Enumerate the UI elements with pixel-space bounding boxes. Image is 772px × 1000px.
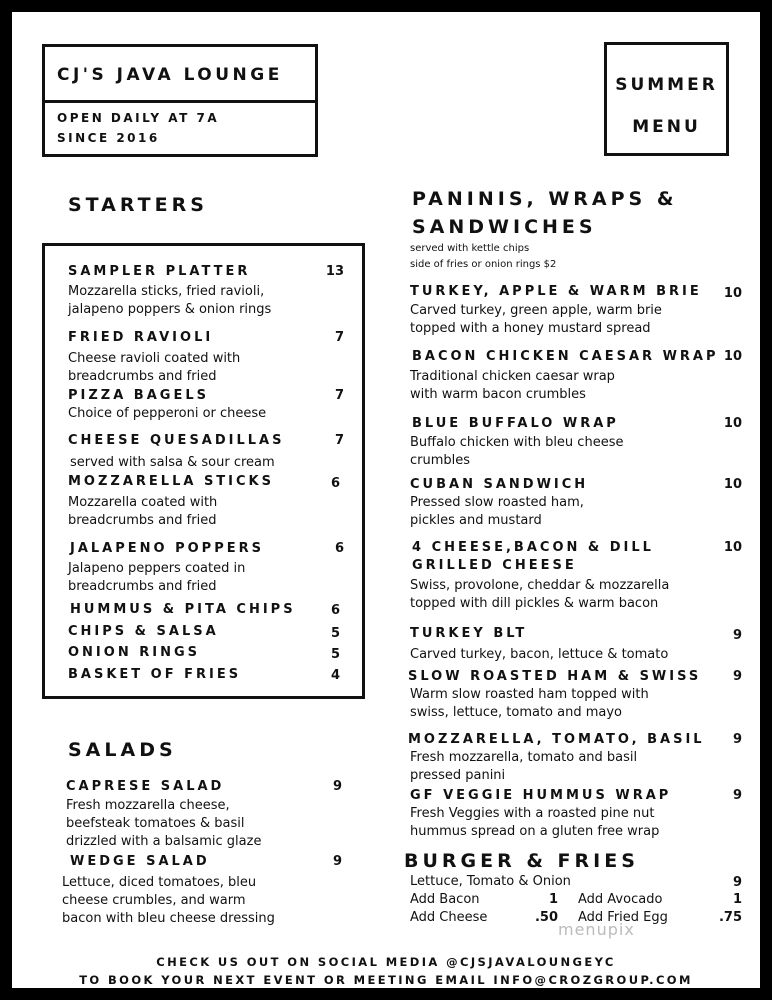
starter-desc: served with salsa & sour cream xyxy=(70,455,275,470)
starter-desc: jalapeno poppers & onion rings xyxy=(68,302,272,317)
paninis-note: served with kettle chips xyxy=(410,243,530,254)
panini-price: 9 xyxy=(732,732,742,747)
salad-price: 9 xyxy=(332,854,342,869)
panini-desc: crumbles xyxy=(410,453,471,468)
restaurant-title: CJ'S JAVA LOUNGE xyxy=(57,65,283,85)
starter-price: 13 xyxy=(325,264,344,279)
panini-name: BACON CHICKEN CAESAR WRAP xyxy=(412,349,719,364)
starter-desc: Mozzarella coated with xyxy=(68,495,218,510)
addon-label: Add Fried Egg xyxy=(578,910,668,925)
panini-name: MOZZARELLA, TOMATO, BASIL xyxy=(408,732,705,747)
burger-heading: BURGER & FRIES xyxy=(404,850,639,872)
panini-price: 10 xyxy=(723,540,742,555)
footer-booking: TO BOOK YOUR NEXT EVENT OR MEETING EMAIL INFO@CROZGROUP.COM xyxy=(79,973,693,987)
starter-price: 7 xyxy=(334,388,344,403)
salad-price: 9 xyxy=(332,779,342,794)
panini-desc: hummus spread on a gluten free wrap xyxy=(410,824,660,839)
starter-name: SAMPLER PLATTER xyxy=(68,264,251,279)
starter-price: 7 xyxy=(334,330,344,345)
footer-social: CHECK US OUT ON SOCIAL MEDIA @CJSJAVALOUNGEYC xyxy=(156,955,616,969)
panini-desc: Fresh Veggies with a roasted pine nut xyxy=(410,806,655,821)
panini-desc: Carved turkey, bacon, lettuce & tomato xyxy=(410,647,669,662)
panini-name: TURKEY BLT xyxy=(410,626,528,641)
starter-price: 4 xyxy=(330,668,340,683)
panini-price: 10 xyxy=(723,286,742,301)
starter-price: 5 xyxy=(330,647,340,662)
paninis-heading-line2: SANDWICHES xyxy=(412,216,597,238)
panini-name: CUBAN SANDWICH xyxy=(410,477,589,492)
panini-desc: Warm slow roasted ham topped with xyxy=(410,687,649,702)
summer-menu-badge xyxy=(604,42,729,156)
panini-desc: Swiss, provolone, cheddar & mozzarella xyxy=(410,578,670,593)
salad-desc: Lettuce, diced tomatoes, bleu xyxy=(62,875,257,890)
starter-price: 5 xyxy=(330,626,340,641)
salad-desc: cheese crumbles, and warm xyxy=(62,893,246,908)
panini-name: GF VEGGIE HUMMUS WRAP xyxy=(410,788,672,803)
salads-heading: SALADS xyxy=(68,739,177,761)
header-box xyxy=(42,44,318,157)
salad-desc: bacon with bleu cheese dressing xyxy=(62,911,275,926)
paninis-heading-line1: PANINIS, WRAPS & xyxy=(412,188,678,210)
starter-name: CHEESE QUESADILLAS xyxy=(68,433,285,448)
panini-price: 9 xyxy=(732,788,742,803)
starter-price: 6 xyxy=(330,603,340,618)
panini-price: 9 xyxy=(732,669,742,684)
starter-name: CHIPS & SALSA xyxy=(68,624,219,639)
salad-name: WEDGE SALAD xyxy=(70,854,210,869)
burger-price: 9 xyxy=(732,875,742,890)
panini-name: 4 CHEESE,BACON & DILL xyxy=(412,540,654,555)
panini-desc: Buffalo chicken with bleu cheese xyxy=(410,435,624,450)
hours-text: OPEN DAILY AT 7A xyxy=(57,111,220,125)
panini-desc: Traditional chicken caesar wrap xyxy=(410,369,615,384)
addon-label: Add Cheese xyxy=(410,910,488,925)
badge-summer: SUMMER xyxy=(615,75,718,95)
starter-name: FRIED RAVIOLI xyxy=(68,330,214,345)
starter-name: MOZZARELLA STICKS xyxy=(68,474,274,489)
salad-desc: beefsteak tomatoes & basil xyxy=(66,816,245,831)
starter-name: JALAPENO POPPERS xyxy=(70,541,264,556)
badge-menu: MENU xyxy=(632,117,701,137)
starter-price: 6 xyxy=(330,476,340,491)
panini-desc: Fresh mozzarella, tomato and basil xyxy=(410,750,638,765)
since-text: SINCE 2016 xyxy=(57,131,160,145)
starter-price: 7 xyxy=(334,433,344,448)
panini-desc: swiss, lettuce, tomato and mayo xyxy=(410,705,623,720)
watermark: menupix xyxy=(558,920,635,939)
panini-desc: Carved turkey, green apple, warm brie xyxy=(410,303,662,318)
addon-price: 1 xyxy=(732,892,742,907)
panini-desc: topped with dill pickles & warm bacon xyxy=(410,596,659,611)
panini-desc: pickles and mustard xyxy=(410,513,542,528)
salad-name: CAPRESE SALAD xyxy=(66,779,225,794)
burger-desc: Lettuce, Tomato & Onion xyxy=(410,874,571,889)
starter-name: ONION RINGS xyxy=(68,645,200,660)
addon-label: Add Avocado xyxy=(578,892,663,907)
starter-desc: breadcrumbs and fried xyxy=(68,579,217,594)
salad-desc: Fresh mozzarella cheese, xyxy=(66,798,230,813)
panini-name: BLUE BUFFALO WRAP xyxy=(412,416,619,431)
panini-desc: Pressed slow roasted ham, xyxy=(410,495,584,510)
addon-price: 1 xyxy=(548,892,558,907)
panini-desc: topped with a honey mustard spread xyxy=(410,321,651,336)
paninis-note: side of fries or onion rings $2 xyxy=(410,259,557,270)
starter-name: PIZZA BAGELS xyxy=(68,388,209,403)
panini-price: 10 xyxy=(723,349,742,364)
panini-price: 9 xyxy=(732,628,742,643)
starter-desc: Jalapeno peppers coated in xyxy=(68,561,246,576)
starter-desc: breadcrumbs and fried xyxy=(68,369,217,384)
panini-name-line2: GRILLED CHEESE xyxy=(412,558,577,573)
starter-desc: breadcrumbs and fried xyxy=(68,513,217,528)
starters-heading: STARTERS xyxy=(68,194,208,216)
menu-page xyxy=(12,12,760,988)
salad-desc: drizzled with a balsamic glaze xyxy=(66,834,262,849)
panini-name: SLOW ROASTED HAM & SWISS xyxy=(408,669,702,684)
panini-price: 10 xyxy=(723,477,742,492)
starter-name: BASKET OF FRIES xyxy=(68,667,242,682)
starter-price: 6 xyxy=(334,541,344,556)
starter-desc: Mozzarella sticks, fried ravioli, xyxy=(68,284,265,299)
panini-price: 10 xyxy=(723,416,742,431)
panini-desc: pressed panini xyxy=(410,768,506,783)
starter-desc: Choice of pepperoni or cheese xyxy=(68,406,267,421)
panini-desc: with warm bacon crumbles xyxy=(410,387,586,402)
header-divider xyxy=(45,100,315,103)
panini-name: TURKEY, APPLE & WARM BRIE xyxy=(410,284,702,299)
starter-desc: Cheese ravioli coated with xyxy=(68,351,241,366)
starter-name: HUMMUS & PITA CHIPS xyxy=(70,602,296,617)
addon-label: Add Bacon xyxy=(410,892,480,907)
addon-price: .50 xyxy=(534,910,558,925)
addon-price: .75 xyxy=(718,910,742,925)
